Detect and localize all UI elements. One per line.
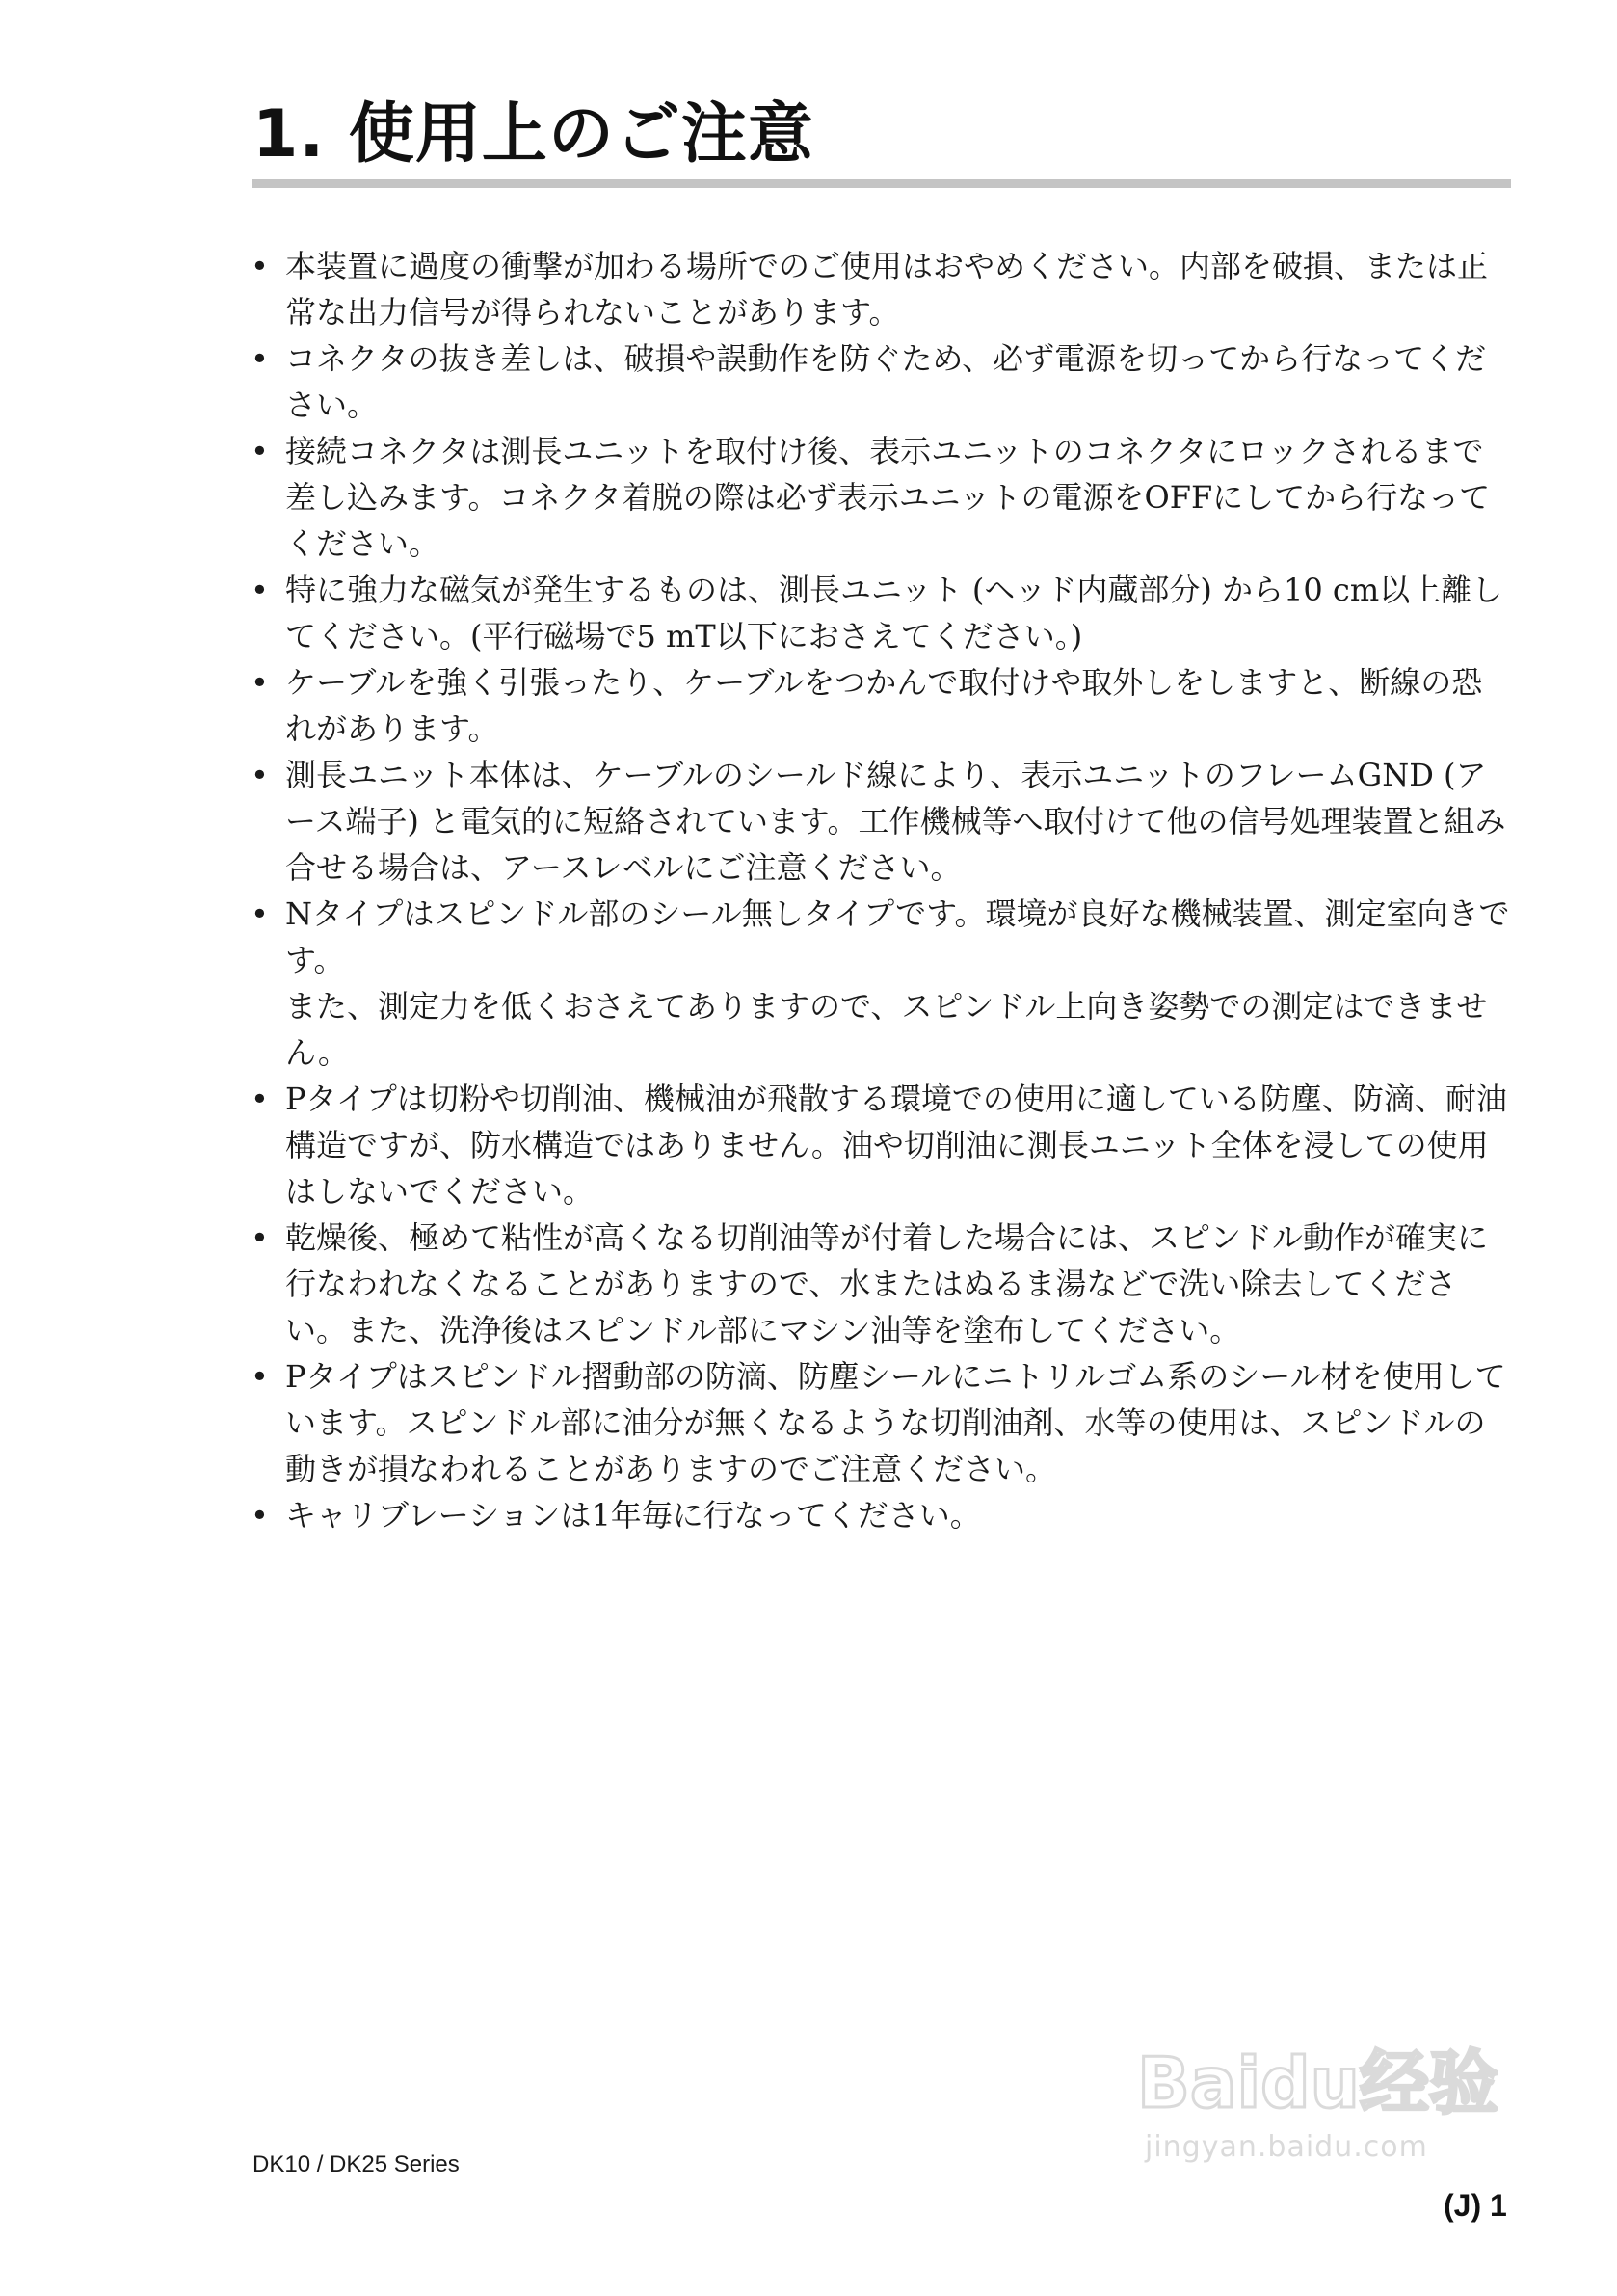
precaution-text: ケーブルを強く引張ったり、ケーブルをつかんで取付けや取外しをしますと、断線の恐れがあります。	[285, 664, 1483, 747]
precaution-item	[249, 1215, 1511, 1353]
watermark-logo-text: Baidu经验	[1137, 2042, 1498, 2123]
precaution-text: キャリブレーションは1年毎に行なってください。	[285, 1497, 981, 1534]
page-number: (J) 1	[1444, 2188, 1507, 2223]
precaution-text: Nタイプはスピンドル部のシール無しタイプです。環境が良好な機械装置、測定室向きです。	[285, 895, 1510, 978]
precaution-item	[249, 659, 1511, 752]
precautions-list	[249, 243, 1511, 1538]
bullet-icon: •	[251, 572, 269, 608]
footer-series-name: DK10 / DK25 Series	[252, 2151, 460, 2177]
bullet-icon: •	[251, 1358, 269, 1395]
precaution-item	[249, 1492, 1511, 1538]
bullet-icon: •	[251, 1081, 269, 1117]
title-underline	[252, 179, 1511, 188]
bullet-icon: •	[251, 895, 269, 932]
bullet-icon: •	[251, 664, 269, 701]
precaution-item	[249, 1353, 1511, 1492]
precaution-item	[249, 567, 1511, 659]
precaution-item	[249, 752, 1511, 891]
bullet-icon: •	[251, 1497, 269, 1534]
precaution-text: Pタイプは切粉や切削油、機械油が飛散する環境での使用に適している防塵、防滴、耐油構造ですが、防水構造ではありません。油や切削油に測長ユニット全体を浸しての使用はしないでください。	[285, 1081, 1507, 1210]
precaution-text: コネクタの抜き差しは、破損や誤動作を防ぐため、必ず電源を切ってから行なってください。	[285, 340, 1487, 423]
watermark	[1135, 2036, 1524, 2180]
precaution-text: Pタイプはスピンドル摺動部の防滴、防塵シールにニトリルゴム系のシール材を使用しています。スピンドル部に油分が無くなるような切削油剤、水等の使用は、スピンドルの動きが損なわれることがありますのでご注意ください。	[285, 1358, 1506, 1487]
precaution-item	[249, 1076, 1511, 1215]
precaution-item	[249, 335, 1511, 428]
bullet-icon: •	[251, 757, 269, 793]
precaution-text: 本装置に過度の衝撃が加わる場所でのご使用はおやめください。内部を破損、または正常な出力信号が得られないことがあります。	[285, 248, 1489, 331]
precaution-item	[249, 891, 1511, 1076]
precaution-text: 特に強力な磁気が発生するものは、測長ユニット (ヘッド内蔵部分) から10 cm以上離してください。(平行磁場で5 mT以下におさえてください。)	[285, 572, 1503, 654]
bullet-icon: •	[251, 1219, 269, 1256]
precaution-item	[249, 428, 1511, 567]
bullet-icon: •	[251, 248, 269, 284]
precaution-text: 乾燥後、極めて粘性が高くなる切削油等が付着した場合には、スピンドル動作が確実に行なわれなくなることがありますので、水またはぬるま湯などで洗い除去してください。また、洗浄後はスピンドル部にマシン油等を塗布してください。	[285, 1219, 1489, 1348]
baidu-watermark-logo	[1135, 2036, 1524, 2132]
bullet-icon: •	[251, 340, 269, 377]
page-title: 1. 使用上のご注意	[252, 96, 814, 173]
precaution-text: 測長ユニット本体は、ケーブルのシールド線により、表示ユニットのフレームGND (アース端子) と電気的に短絡されています。工作機械等へ取付けて他の信号処理装置と組み合せる場合は、アースレベルにご注意ください。	[285, 757, 1506, 886]
precaution-text: 接続コネクタは測長ユニットを取付け後、表示ユニットのコネクタにロックされるまで差し込みます。コネクタ着脱の際は必ず表示ユニットの電源をOFFにしてから行なってください。	[285, 433, 1491, 562]
precaution-item	[249, 243, 1511, 335]
precaution-text: また、測定力を低くおさえてありますので、スピンドル上向き姿勢での測定はできません。	[285, 988, 1488, 1071]
watermark-url: jingyan.baidu.com	[1145, 2130, 1428, 2164]
bullet-icon: •	[251, 433, 269, 469]
